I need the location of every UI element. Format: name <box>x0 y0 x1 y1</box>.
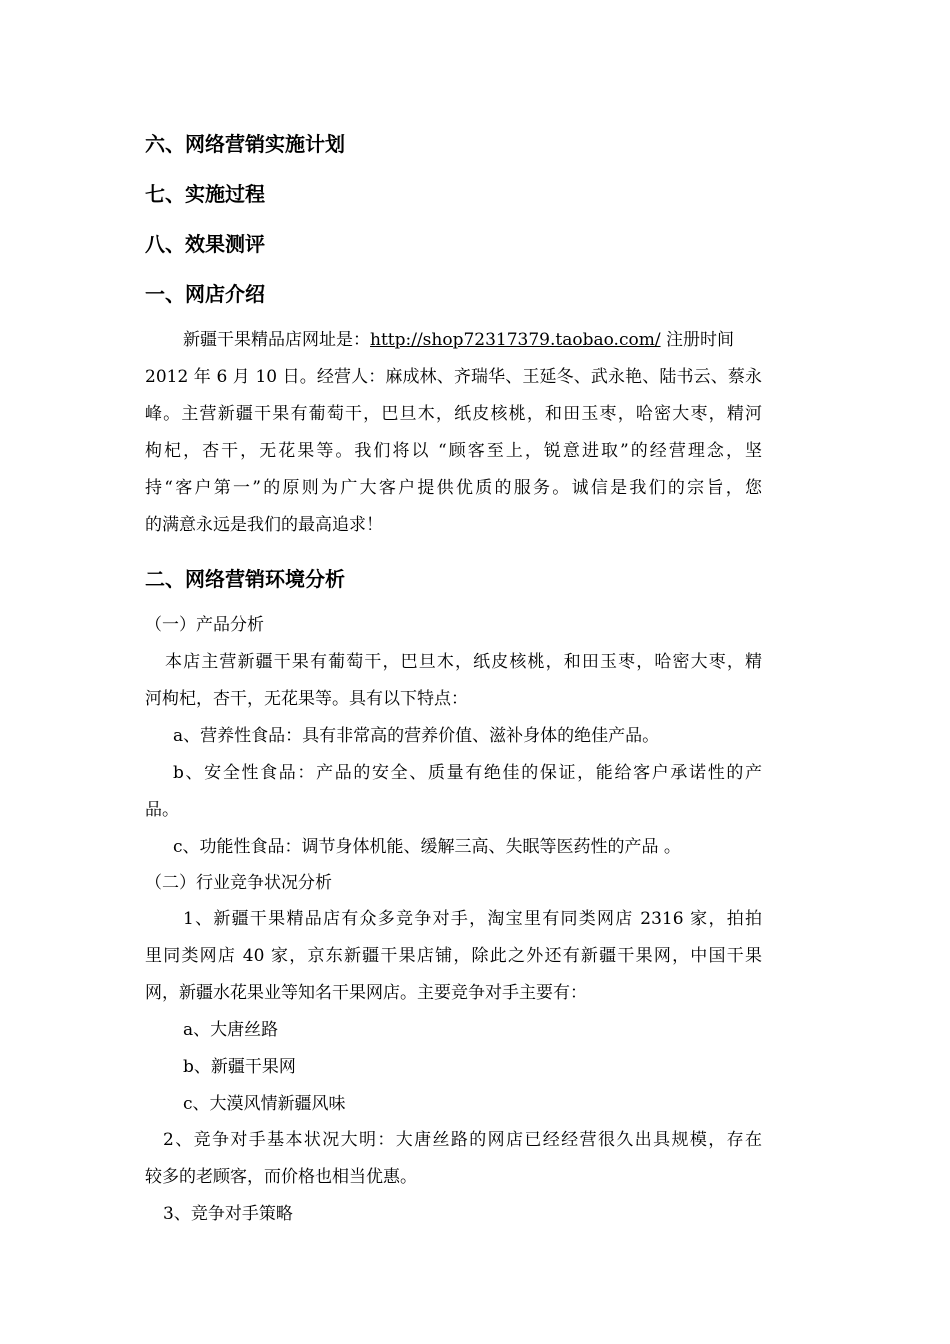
competition-p2-line-2: 较多的老顾客，而价格也相当优惠。 <box>145 1167 417 1187</box>
intro-line-4: 枸杞，杏干，无花果等。我们将以 “顾客至上，锐意进取”的经营理念，坚 <box>145 441 762 461</box>
product-feature-b-line-2: 品。 <box>145 800 179 820</box>
competition-p1-line-2: 里同类网店 40 家，京东新疆干果店铺，除此之外还有新疆干果网，中国干果 <box>145 946 762 966</box>
competitor-a: a、大唐丝路 <box>183 1020 279 1040</box>
product-feature-b-line-1: b、安全性食品：产品的安全、质量有绝佳的保证，能给客户承诺性的产 <box>173 763 762 783</box>
intro-url-label: 新疆干果精品店网址是： <box>183 330 370 350</box>
intro-register-label: 注册时间 <box>660 330 734 350</box>
competition-p1-line-1: 1、新疆干果精品店有众多竞争对手，淘宝里有同类网店 2316 家，拍拍 <box>183 909 762 929</box>
product-feature-c: c、功能性食品：调节身体机能、缓解三高、失眠等医药性的产品 。 <box>173 837 681 857</box>
product-line-2: 河枸杞，杏干，无花果等。具有以下特点： <box>145 689 468 709</box>
intro-line-1 <box>183 322 734 359</box>
intro-line-3: 峰。主营新疆干果有葡萄干，巴旦木，纸皮核桃，和田玉枣，哈密大枣，精河 <box>145 404 762 424</box>
competitor-b: b、新疆干果网 <box>183 1057 296 1077</box>
product-analysis-title: （一）产品分析 <box>145 615 264 635</box>
competition-p2-line-1: 2、竞争对手基本状况大明：大唐丝路的网店已经经营很久出具规模，存在 <box>163 1130 762 1150</box>
heading-environment-analysis: 二、网络营销环境分析 <box>145 567 345 591</box>
intro-line-5: 持“客户第一”的原则为广大客户提供优质的服务。诚信是我们的宗旨，您 <box>145 478 762 498</box>
product-feature-a: a、营养性食品：具有非常高的营养价值、滋补身体的绝佳产品。 <box>173 726 660 746</box>
competition-p1-line-3: 网，新疆水花果业等知名干果网店。主要竞争对手主要有： <box>145 983 587 1003</box>
competition-p3: 3、竞争对手策略 <box>163 1204 293 1224</box>
heading-evaluation: 八、效果测评 <box>145 232 265 256</box>
competitor-c: c、大漠风情新疆风味 <box>183 1094 346 1114</box>
shop-url-link[interactable]: http://shop72317379.taobao.com/ <box>370 330 661 350</box>
heading-implementation-process: 七、实施过程 <box>145 182 265 206</box>
heading-shop-intro: 一、网店介绍 <box>145 282 265 306</box>
competition-analysis-title: （二）行业竞争状况分析 <box>145 873 332 893</box>
heading-implementation-plan: 六、网络营销实施计划 <box>145 132 345 156</box>
intro-line-2: 2012 年 6 月 10 日。经营人：麻成林、齐瑞华、王延冬、武永艳、陆书云、蔡永 <box>145 367 762 387</box>
intro-line-6: 的满意永远是我们的最高追求！ <box>145 515 383 535</box>
product-line-1: 本店主营新疆干果有葡萄干，巴旦木，纸皮核桃，和田玉枣，哈密大枣，精 <box>165 652 762 672</box>
